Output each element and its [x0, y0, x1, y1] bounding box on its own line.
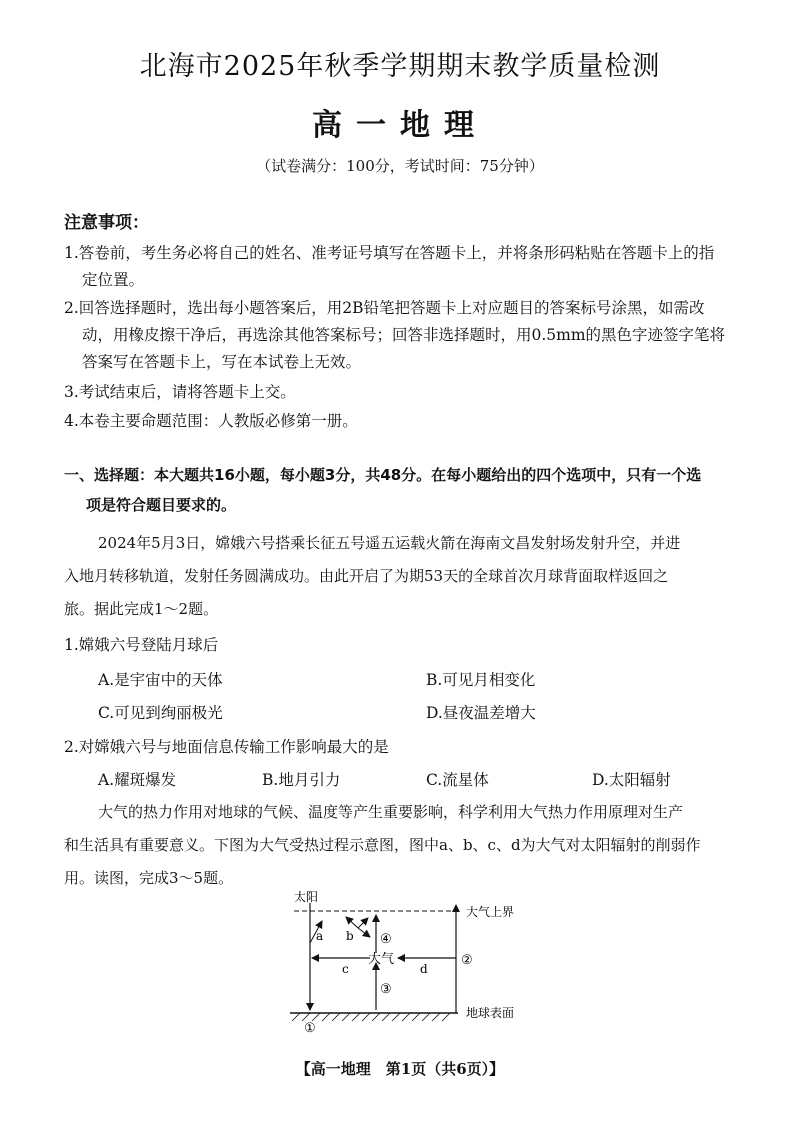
label-top-of-atmosphere: 大气上界: [466, 905, 515, 919]
label-c: c: [342, 962, 349, 976]
q1-option-b: B.可见月相变化: [426, 671, 536, 689]
q2-option-b: B.地月引力: [262, 771, 341, 789]
q1-option-d: D.昼夜温差增大: [426, 704, 536, 722]
notice-item-2-line-1: 2.回答选择题时，选出每小题答案后，用2B铅笔把答题卡上对应题目的答案标号涂黑，如需改: [64, 299, 705, 317]
q1-option-a: A.是宇宙中的天体: [98, 671, 223, 689]
label-d: d: [420, 962, 428, 976]
ground-hatching: [292, 1013, 450, 1021]
label-1: ①: [304, 1021, 316, 1035]
label-4: ④: [380, 932, 392, 947]
notice-item-1-line-1: 1.答卷前，考生务必将自己的姓名、准考证号填写在答题卡上，并将条形码粘贴在答题卡上的指: [64, 244, 715, 262]
passage2-line-3: 用。读图，完成3～5题。: [64, 869, 234, 887]
q2-option-d: D.太阳辐射: [592, 771, 671, 789]
notice-item-2-line-3: 答案写在答题卡上，写在本试卷上无效。: [82, 353, 362, 371]
notice-heading: 注意事项：: [64, 213, 149, 233]
q1-option-c: C.可见到绚丽极光: [98, 704, 223, 722]
subject-title: 高一地理: [312, 108, 488, 143]
label-a: a: [316, 929, 324, 943]
label-sun: 太阳: [294, 890, 319, 904]
label-2: ②: [461, 953, 473, 968]
q1-stem: 1.嫦娥六号登陆月球后: [64, 636, 219, 654]
score-note: （试卷满分：100分，考试时间：75分钟）: [256, 157, 544, 175]
notice-item-4: 4.本卷主要命题范围：人教版必修第一册。: [64, 412, 358, 430]
label-surface: 地球表面: [466, 1006, 515, 1020]
label-3: ③: [380, 982, 392, 997]
notice-item-3: 3.考试结束后，请将答题卡上交。: [64, 383, 296, 401]
atmosphere-heating-diagram: [280, 885, 550, 1035]
notice-item-2-line-2: 动，用橡皮擦干净后，再选涂其他答案标号；回答非选择题时，用0.5mm的黑色字迹签字笔将: [82, 326, 726, 344]
passage2-line-2: 和生活具有重要意义。下图为大气受热过程示意图，图中a、b、c、d为大气对太阳辐射的削弱作: [64, 836, 701, 854]
section-heading-line-2: 项是符合题目要求的。: [86, 496, 237, 514]
passage1-line-1: 2024年5月3日，嫦娥六号搭乘长征五号遥五运载火箭在海南文昌发射场发射升空，并进: [98, 534, 681, 552]
q2-option-c: C.流星体: [426, 771, 489, 789]
q2-option-a: A.耀斑爆发: [98, 771, 177, 789]
notice-item-1-line-2: 定位置。: [82, 271, 145, 289]
passage2-line-1: 大气的热力作用对地球的气候、温度等产生重要影响，科学利用大气热力作用原理对生产: [98, 803, 684, 821]
exam-title: 北海市2025年秋季学期期末教学质量检测: [139, 51, 661, 82]
label-b: b: [346, 929, 354, 943]
section-heading-line-1: 一、选择题：本大题共16小题，每小题3分，共48分。在每小题给出的四个选项中，只有一个选: [64, 466, 702, 484]
passage1-line-3: 旅。据此完成1～2题。: [64, 600, 219, 618]
passage1-line-2: 入地月转移轨道，发射任务圆满成功。由此开启了为期53天的全球首次月球背面取样返回之: [64, 567, 669, 585]
q2-stem: 2.对嫦娥六号与地面信息传输工作影响最大的是: [64, 738, 389, 756]
page-footer: 【高一地理 第1页（共6页）】: [295, 1060, 505, 1078]
label-atmosphere: 大气: [368, 952, 395, 967]
